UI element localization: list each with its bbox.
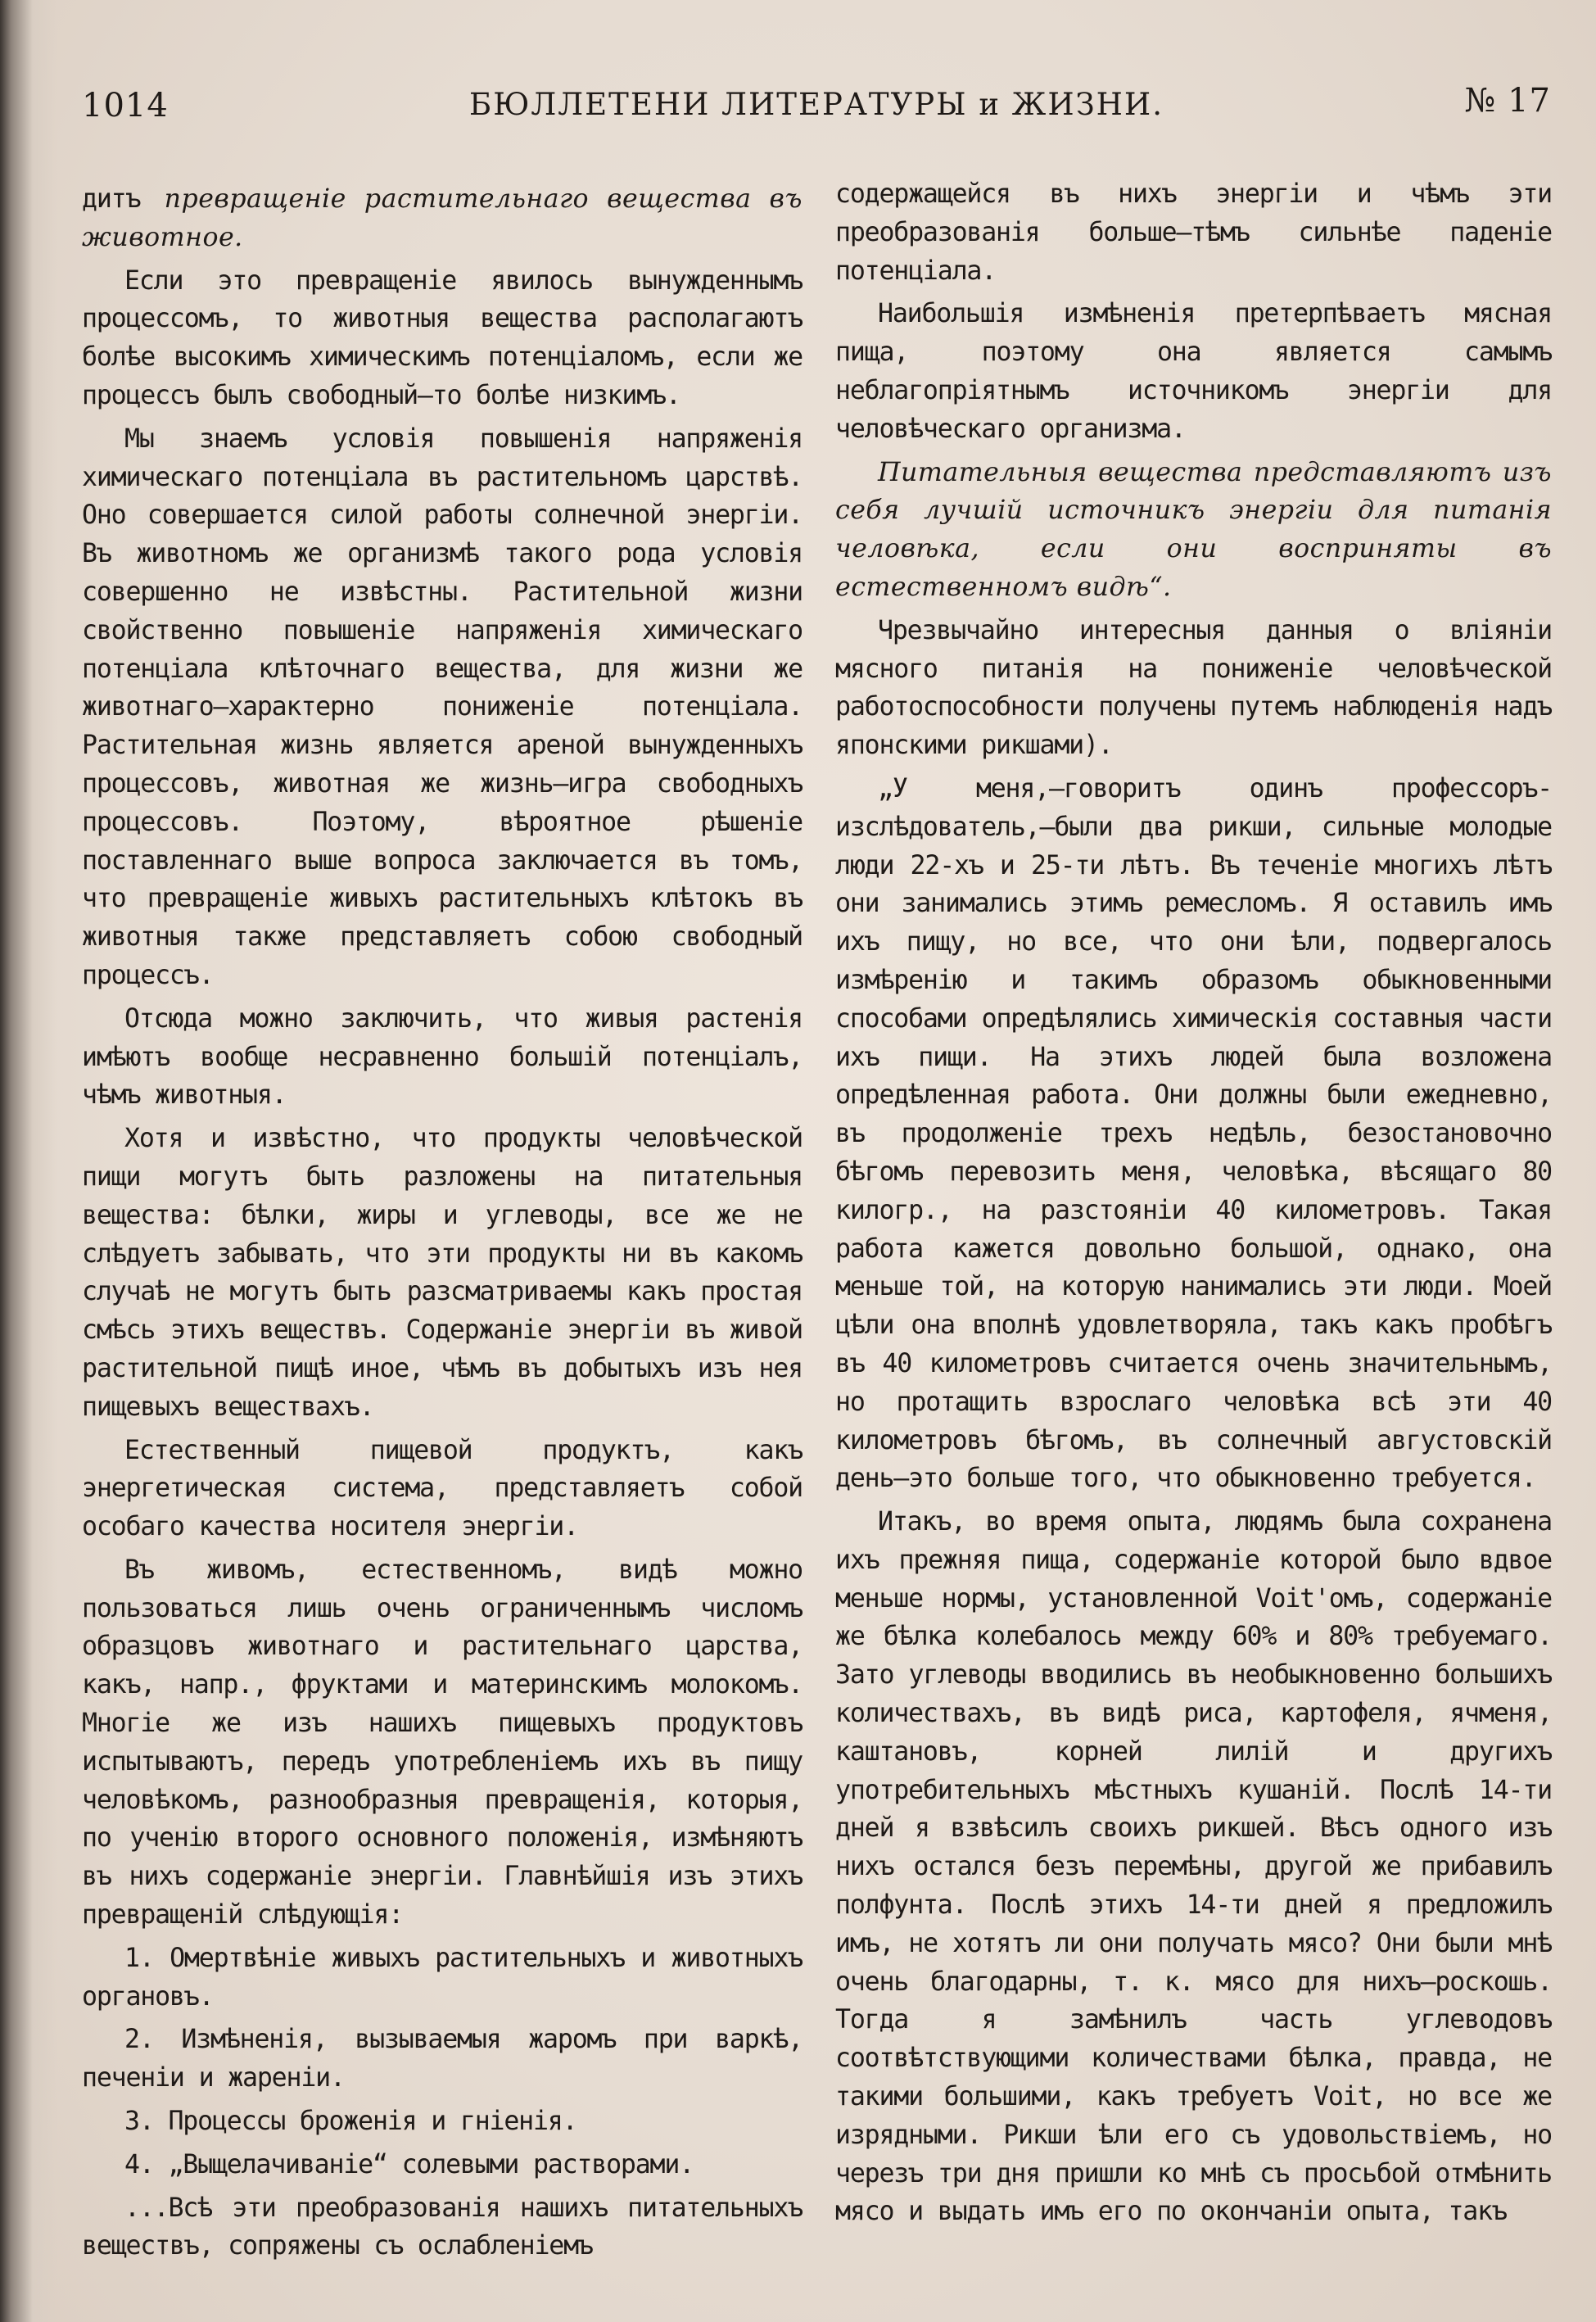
left-column bbox=[82, 180, 803, 2270]
paragraph: Чрезвычайно интересныя данныя о вліяніи мясного питанія на пониженіе человѣческой работоспособности получены путемъ наблюденія надъ японскими рикшами). bbox=[835, 615, 1552, 761]
paragraph: Отсюда можно заключить, что живыя растенія имѣютъ вообще несравненно большій потенціалъ, чѣмъ животныя. bbox=[82, 1003, 803, 1111]
list-item: 1. Омертвѣніе живыхъ растительныхъ и животныхъ органовъ. bbox=[82, 1943, 803, 2012]
list-item: 2. Измѣненія, вызываемыя жаромъ при варкѣ, печеніи и жареніи. bbox=[82, 2025, 803, 2093]
paragraph-text: дитъ bbox=[82, 184, 165, 214]
paragraph: Мы знаемъ условія повышенія напряженія химическаго потенціала въ растительномъ царствѣ. Оно совершается силой работы солнечной энергіи. Въ животномъ же организмѣ такого рода условія совершенно не извѣстны. Растительной жизни свойственно повышеніе напряженія химическаго потенціала клѣточнаго вещества, для жизни же животнаго—характерно пониженіе потенціала. Растительная жизнь является ареной вынужденныхъ процессовъ, животная же жизнь—игра свободныхъ процессовъ. Поэтому, вѣроятное рѣшеніе поставленнаго выше вопроса заключается въ томъ, что превращеніе живыхъ растительныхъ клѣтокъ въ животныя также представляетъ собою свободный процессъ. bbox=[82, 423, 803, 990]
paragraph: содержащейся въ нихъ энергіи и чѣмъ эти преобразованія больше—тѣмъ сильнѣе паденіе потенціала. bbox=[835, 179, 1552, 286]
paragraph: „У меня,—говоритъ одинъ профессоръ-изслѣдователь,—были два рикши, сильные молодые люди 22-хъ и 25-ти лѣтъ. Въ теченіе многихъ лѣтъ они занимались этимъ ремесломъ. Я оставилъ имъ ихъ пищу, но все, что они ѣли, подвергалось измѣренію и такимъ образомъ обыкновенными способами опредѣлялись химическія составныя части ихъ пищи. На этихъ людей была возложена опредѣленная работа. Они должны были ежедневно, въ продолженіе трехъ недѣль, безостановочно бѣгомъ перевозить меня, человѣка, вѣсящаго 80 килогр., на разстояніи 40 километровъ. Такая работа кажется довольно большой, однако, она меньше той, на которую нанимались эти люди. Моей цѣли она вполнѣ удовлетворяла, такъ какъ пробѣгъ въ 40 километровъ считается очень значительнымъ, но протащить взрослаго человѣка всѣ эти 40 километровъ бѣгомъ, въ солнечный августовскій день—это больше того, что обыкновенно требуется. bbox=[835, 773, 1552, 1494]
list-item: 4. „Выщелачиваніе“ солевыми растворами. bbox=[124, 2149, 694, 2179]
right-column bbox=[835, 175, 1552, 2236]
paragraph: Хотя и извѣстно, что продукты человѣческой пищи могутъ быть разложены на питательныя вещества: бѣлки, жиры и углеводы, все же не слѣдуетъ забывать, что эти продукты ни въ какомъ случаѣ не могутъ быть разсматриваемы какъ простая смѣсь этихъ веществъ. Содержаніе энергіи въ живой растительной пищѣ иное, чѣмъ въ добытыхъ изъ нея пищевыхъ веществахъ. bbox=[82, 1124, 803, 1422]
page-number: 1014 bbox=[82, 87, 169, 124]
italic-emphasis: превращеніе растительнаго вещества въ животное. bbox=[82, 184, 803, 252]
paragraph: Если это превращеніе явилось вынужденнымъ процессомъ, то животныя вещества располагаютъ болѣе высокимъ химическимъ потенціаломъ, если же процессъ былъ свободный—то болѣе низкимъ. bbox=[82, 265, 803, 410]
issue-number: № 17 bbox=[1464, 82, 1551, 120]
italic-quote: Питательныя вещества представляютъ изъ себя лучшій источникъ энергіи для питанія человѣка, если они восприняты въ естественномъ видѣ“. bbox=[835, 457, 1552, 602]
paragraph: Въ живомъ, естественномъ, видѣ можно пользоваться лишь очень ограниченнымъ числомъ образцовъ животнаго и растительнаго царства, какъ, напр., фруктами и материнскимъ молокомъ. Многіе же изъ нашихъ пищевыхъ продуктовъ испытываютъ, передъ употребленіемъ ихъ въ пищу человѣкомъ, разнообразныя превращенія, которыя, по ученію второго основного положенія, измѣняютъ въ нихъ содержаніе энергіи. Главнѣйшія изъ этихъ превращеній слѣдующія: bbox=[82, 1555, 803, 1930]
paragraph: ...Всѣ эти преобразованія нашихъ питательныхъ веществъ, сопряжены съ ослабленіемъ bbox=[82, 2193, 803, 2261]
paragraph: Итакъ, во время опыта, людямъ была сохранена ихъ прежняя пища, содержаніе которой было вдвое меньше нормы, установленной Voit'омъ, содержаніе же бѣлка колебалось между 60% и 80% требуемаго. Зато углеводы вводились въ необыкновенно большихъ количествахъ, въ видѣ риса, картофеля, ячменя, каштановъ, корней лилій и другихъ употребительныхъ мѣстныхъ кушаній. Послѣ 14-ти дней я взвѣсилъ своихъ рикшей. Вѣсъ одного изъ нихъ остался безъ перемѣны, другой же прибавилъ полфунта. Послѣ этихъ 14-ти дней я предложилъ имъ, не хотятъ ли они получать мясо? Они были мнѣ очень благодарны, т. к. мясо для нихъ—роскошь. Тогда я замѣнилъ часть углеводовъ соотвѣтствующими количествами бѣлка, правда, не такими большими, какъ требуетъ Voit, но все же изрядными. Рикши ѣли его съ удовольствіемъ, но черезъ три дня пришли ко мнѣ съ просьбой отмѣнить мясо и выдать имъ его по окончаніи опыта, такъ bbox=[835, 1507, 1552, 2227]
running-title: БЮЛЛЕТЕНИ ЛИТЕРАТУРЫ и ЖИЗНИ. bbox=[469, 87, 1164, 122]
paragraph: Наибольшія измѣненія претерпѣваетъ мясная пища, поэтому она является самымъ неблагопріятнымъ источникомъ энергіи для человѣческаго организма. bbox=[835, 299, 1552, 444]
list-item: 3. Процессы броженія и гніенія. bbox=[124, 2107, 577, 2137]
paragraph: Естественный пищевой продуктъ, какъ энергетическая система, представляетъ собой особаго качества носителя энергіи. bbox=[82, 1435, 803, 1542]
page-header bbox=[82, 82, 1551, 139]
paragraph bbox=[82, 180, 803, 257]
